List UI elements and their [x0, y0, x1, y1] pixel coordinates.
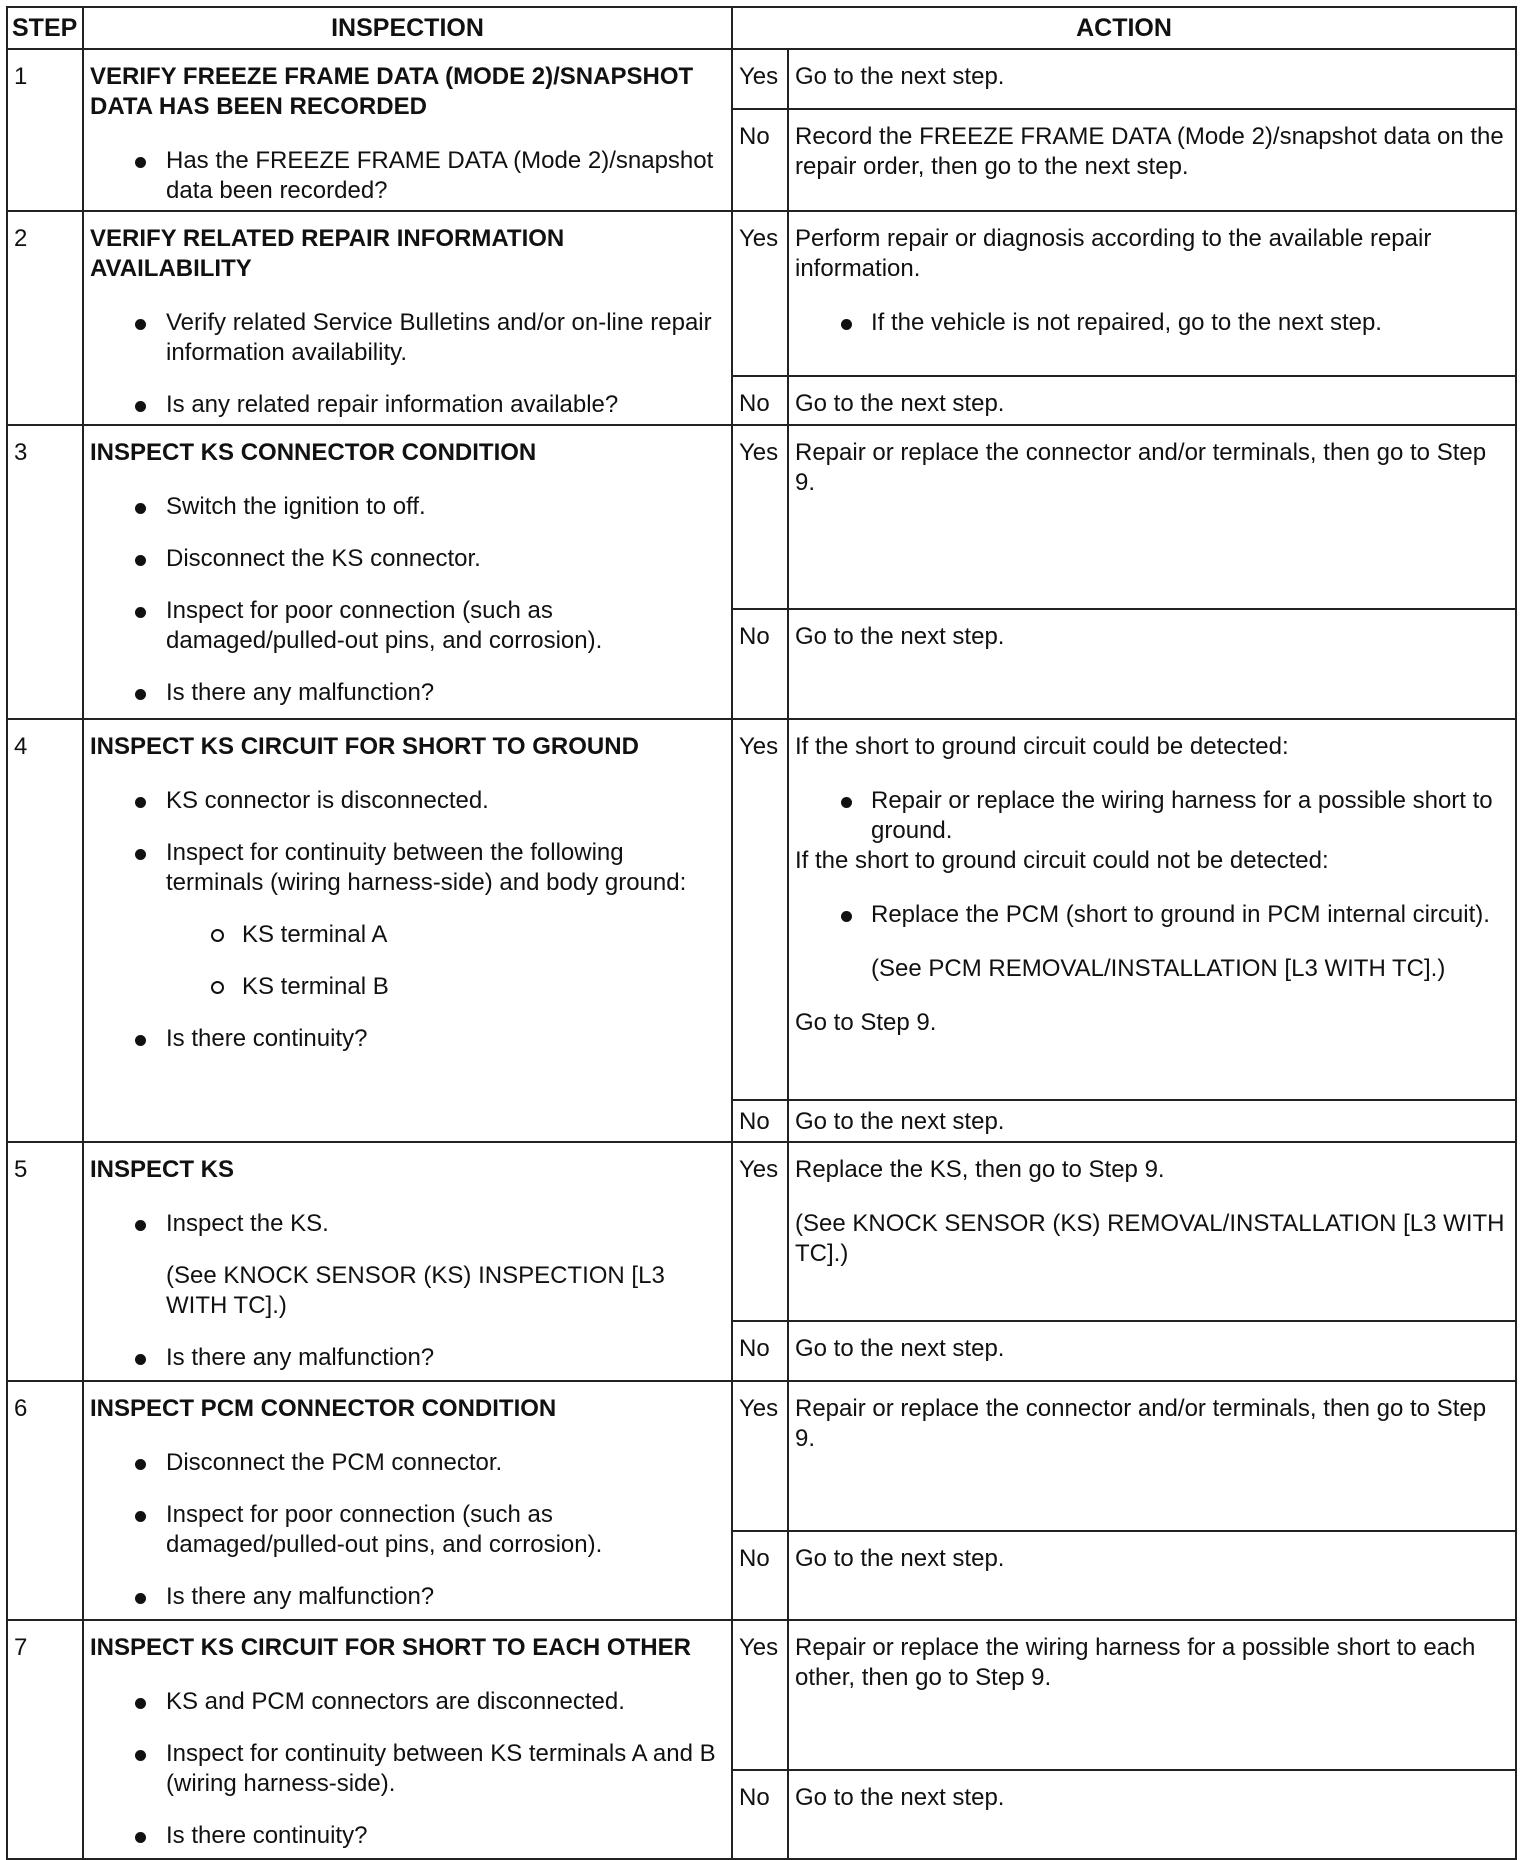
- inspection-bullet: Is there any malfunction?: [166, 1582, 725, 1612]
- action-column-header: ACTION: [732, 7, 1516, 49]
- step-title: INSPECT KS CONNECTOR CONDITION: [90, 439, 537, 466]
- step-inspection-cell: [83, 49, 732, 211]
- no-action: Go to the next step.: [788, 1770, 1516, 1859]
- no-action: Go to the next step.: [788, 609, 1516, 719]
- action-bullet: Replace the PCM (short to ground in PCM internal circuit).: [871, 900, 1509, 930]
- inspection-bullet: Is there continuity?: [166, 1024, 725, 1054]
- step-7-yes-row: [7, 1620, 1516, 1770]
- yes-label: Yes: [732, 1142, 788, 1321]
- action-paragraph: Go to Step 9.: [795, 1009, 937, 1036]
- inspection-bullets: [90, 308, 725, 420]
- inspection-bullets: [90, 1687, 725, 1851]
- inspection-bullet: Is there continuity?: [166, 1821, 725, 1851]
- step-3-yes-row: [7, 425, 1516, 609]
- inspection-bullet: KS and PCM connectors are disconnected.: [166, 1687, 725, 1717]
- yes-action: Repair or replace the wiring harness for a possible short to each other, then go to Step 9.: [788, 1620, 1516, 1770]
- no-label: No: [732, 109, 788, 211]
- no-action: Go to the next step.: [788, 1321, 1516, 1381]
- inspection-bullet: Is any related repair information available?: [166, 390, 725, 420]
- inspection-bullets: [90, 146, 725, 206]
- step-1-yes-row: [7, 49, 1516, 109]
- inspection-bullets: [90, 1209, 725, 1373]
- step-number: 4: [7, 719, 83, 1142]
- no-label: No: [732, 609, 788, 719]
- action-paragraph: If the short to ground circuit could not be detected:: [795, 847, 1329, 874]
- step-inspection-cell: [83, 1620, 732, 1859]
- step-title: INSPECT KS CIRCUIT FOR SHORT TO GROUND: [90, 733, 639, 760]
- action-bullets: [795, 786, 1509, 846]
- action-paragraph: Replace the KS, then go to Step 9.: [795, 1156, 1165, 1183]
- yes-label: Yes: [732, 49, 788, 109]
- action-bullet: Repair or replace the wiring harness for a possible short to ground.: [871, 786, 1509, 846]
- step-inspection-cell: [83, 1142, 732, 1381]
- no-label: No: [732, 1100, 788, 1142]
- no-action: Go to the next step.: [788, 1531, 1516, 1620]
- terminal-item: KS terminal A: [242, 920, 725, 950]
- inspection-bullets: [90, 786, 725, 1054]
- inspection-bullet: Inspect the KS.: [166, 1209, 725, 1239]
- inspection-bullets: [90, 1448, 725, 1612]
- no-label: No: [732, 1770, 788, 1859]
- yes-action: Repair or replace the connector and/or terminals, then go to Step 9.: [788, 1381, 1516, 1531]
- no-label: No: [732, 376, 788, 425]
- no-action: Go to the next step.: [788, 376, 1516, 425]
- inspection-bullet: Disconnect the PCM connector.: [166, 1448, 725, 1478]
- yes-action: [788, 719, 1516, 1100]
- step-inspection-cell: [83, 425, 732, 719]
- inspection-bullet: Verify related Service Bulletins and/or on-line repair information availability.: [166, 308, 725, 368]
- yes-label: Yes: [732, 719, 788, 1100]
- action-paragraph: Perform repair or diagnosis according to the available repair information.: [795, 225, 1432, 282]
- yes-label: Yes: [732, 425, 788, 609]
- step-number: 5: [7, 1142, 83, 1381]
- action-reference: (See KNOCK SENSOR (KS) REMOVAL/INSTALLATION [L3 WITH TC].): [795, 1210, 1505, 1267]
- yes-action: Repair or replace the connector and/or terminals, then go to Step 9.: [788, 425, 1516, 609]
- yes-label: Yes: [732, 1381, 788, 1531]
- step-title: INSPECT KS: [90, 1156, 235, 1183]
- diagnostic-procedure-page: [6, 6, 1515, 1849]
- step-inspection-cell: [83, 211, 732, 425]
- inspection-reference: (See KNOCK SENSOR (KS) INSPECTION [L3 WITH TC].): [166, 1262, 665, 1319]
- step-title: INSPECT PCM CONNECTOR CONDITION: [90, 1395, 557, 1422]
- step-number: 6: [7, 1381, 83, 1620]
- inspection-bullet: KS connector is disconnected.: [166, 786, 725, 816]
- yes-action: Go to the next step.: [788, 49, 1516, 109]
- no-action: Record the FREEZE FRAME DATA (Mode 2)/snapshot data on the repair order, then go to the next step.: [788, 109, 1516, 211]
- action-bullet: If the vehicle is not repaired, go to the next step.: [871, 308, 1509, 338]
- step-2-yes-row: [7, 211, 1516, 376]
- diagnostic-table: [6, 6, 1517, 1860]
- inspection-bullet: [166, 838, 725, 1002]
- inspection-bullet: Inspect for poor connection (such as damaged/pulled-out pins, and corrosion).: [166, 596, 725, 656]
- header-row: [7, 7, 1516, 49]
- terminal-item: KS terminal B: [242, 972, 725, 1002]
- yes-action: [788, 211, 1516, 376]
- step-inspection-cell: [83, 719, 732, 1142]
- action-paragraph: If the short to ground circuit could be detected:: [795, 733, 1289, 760]
- step-number: 7: [7, 1620, 83, 1859]
- inspection-bullet: Switch the ignition to off.: [166, 492, 725, 522]
- inspection-bullet: Inspect for poor connection (such as damaged/pulled-out pins, and corrosion).: [166, 1500, 725, 1560]
- yes-label: Yes: [732, 211, 788, 376]
- step-number: 3: [7, 425, 83, 719]
- inspection-bullet: Has the FREEZE FRAME DATA (Mode 2)/snapshot data been recorded?: [166, 146, 725, 206]
- step-title: VERIFY RELATED REPAIR INFORMATION AVAILABILITY: [90, 225, 565, 282]
- step-number: 2: [7, 211, 83, 425]
- step-4-yes-row: [7, 719, 1516, 1100]
- action-reference: (See PCM REMOVAL/INSTALLATION [L3 WITH TC].): [871, 955, 1446, 982]
- no-action: Go to the next step.: [788, 1100, 1516, 1142]
- inspection-bullet: Inspect for continuity between KS terminals A and B (wiring harness-side).: [166, 1739, 725, 1799]
- step-inspection-cell: [83, 1381, 732, 1620]
- step-number: 1: [7, 49, 83, 211]
- no-label: No: [732, 1321, 788, 1381]
- step-column-header: STEP: [7, 7, 83, 49]
- step-title: VERIFY FREEZE FRAME DATA (MODE 2)/SNAPSHOT DATA HAS BEEN RECORDED: [90, 63, 694, 120]
- yes-label: Yes: [732, 1620, 788, 1770]
- inspection-column-header: INSPECTION: [83, 7, 732, 49]
- step-title: INSPECT KS CIRCUIT FOR SHORT TO EACH OTHER: [90, 1634, 691, 1661]
- terminal-list: [166, 920, 725, 1002]
- action-bullets: [795, 900, 1509, 984]
- inspection-bullets: [90, 492, 725, 708]
- step-6-yes-row: [7, 1381, 1516, 1531]
- inspection-bullet: Is there any malfunction?: [166, 678, 725, 708]
- inspection-bullet: Disconnect the KS connector.: [166, 544, 725, 574]
- inspection-bullet-text: Inspect for continuity between the following terminals (wiring harness-side) and body ground:: [166, 839, 687, 896]
- yes-action: [788, 1142, 1516, 1321]
- inspection-bullet: Is there any malfunction?: [166, 1343, 725, 1373]
- no-label: No: [732, 1531, 788, 1620]
- action-bullets: [795, 308, 1509, 338]
- step-5-yes-row: [7, 1142, 1516, 1321]
